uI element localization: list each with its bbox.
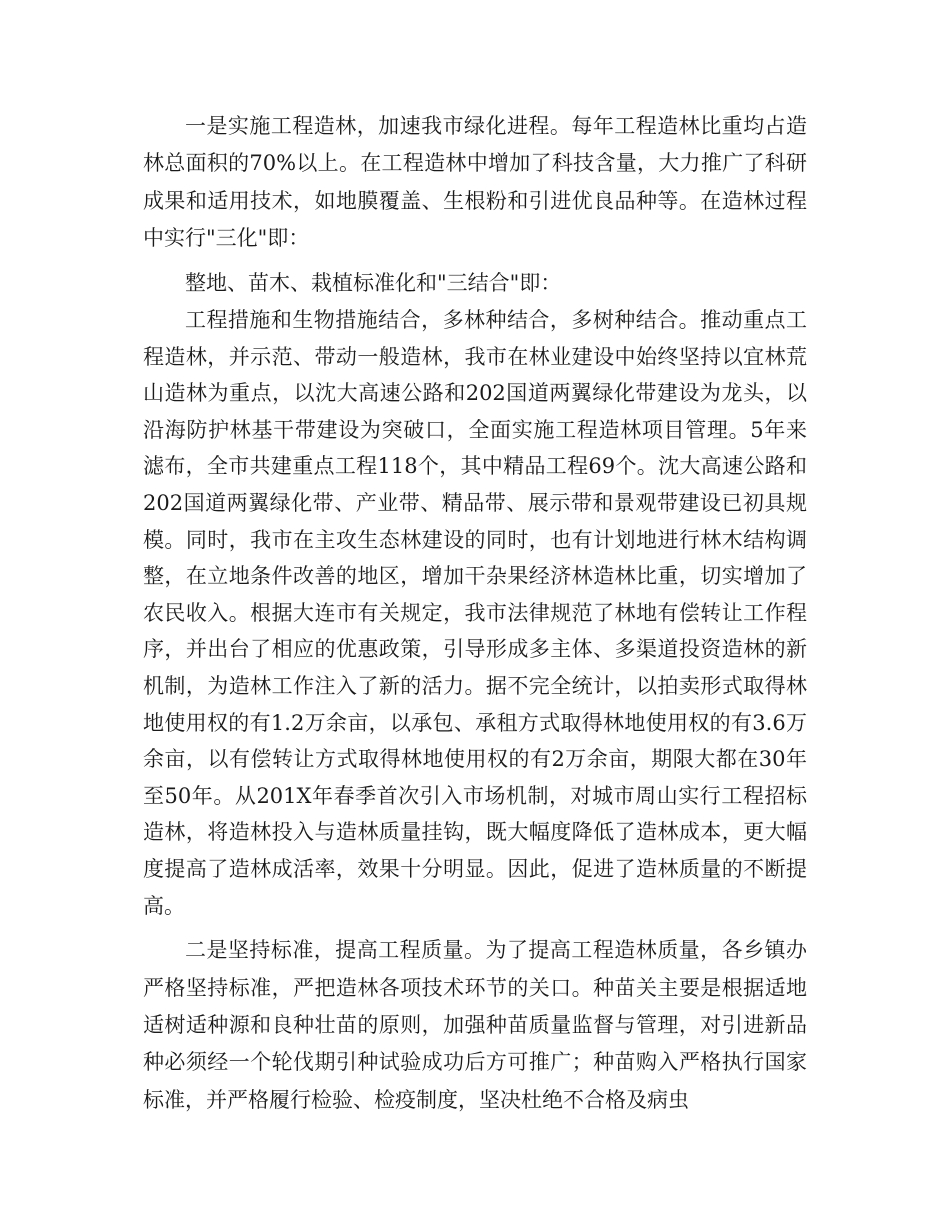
paragraph-standardization: 整地、苗木、栽植标准化和"三结合"即：: [185, 270, 562, 295]
paragraph-engineering-afforestation: 一是实施工程造林，加速我市绿化进程。每年工程造林比重均占造林总面积的70%以上。在工程造林中增加了科技含量，大力推广了科研成果和适用技术，如地膜覆盖、生根粉和引进优良品种等。在造林过程中实行"三化"即：: [143, 114, 807, 251]
paragraph-quality-standards: 二是坚持标准，提高工程质量。为了提高工程造林质量，各乡镇办严格坚持标准，严把造林各项技术环节的关口。种苗关主要是根据适地适树适种源和良种壮苗的原则，加强种苗质量监督与管理，对引进新品种必须经一个轮伐期引种试验成功后方可推广；种苗购入严格执行国家标准，并严格履行检验、检疫制度，坚决杜绝不合格及病虫: [143, 938, 807, 1112]
document-body: [143, 108, 807, 1119]
paragraph-key-projects: 工程措施和生物措施结合，多林种结合，多树种结合。推动重点工程造林，并示范、带动一般造林，我市在林业建设中始终坚持以宜林荒山造林为重点，以沈大高速公路和202国道两翼绿化带建设为龙头，以沿海防护林基干带建设为突破口，全面实施工程造林项目管理。5年来滤布，全市共建重点工程118个，其中精品工程69个。沈大高速公路和202国道两翼绿化带、产业带、精品带、展示带和景观带建设已初具规模。同时，我市在主攻生态林建设的同时，也有计划地进行林木结构调整，在立地条件改善的地区，增加干杂果经济林造林比重，切实增加了农民收入。根据大连市有关规定，我市法律规范了林地有偿转让工作程序，并出台了相应的优惠政策，引导形成多主体、多渠道投资造林的新机制，为造林工作注入了新的活力。据不完全统计，以拍卖形式取得林地使用权的有1.2万余亩，以承包、承租方式取得林地使用权的有3.6万余亩，以有偿转让方式取得林地使用权的有2万余亩，期限大都在30年至50年。从201X年春季首次引入市场机制，对城市周山实行工程招标造林，将造林投入与造林质量挂钩，既大幅度降低了造林成本，更大幅度提高了造林成活率，效果十分明显。因此，促进了造林质量的不断提高。: [143, 308, 807, 918]
